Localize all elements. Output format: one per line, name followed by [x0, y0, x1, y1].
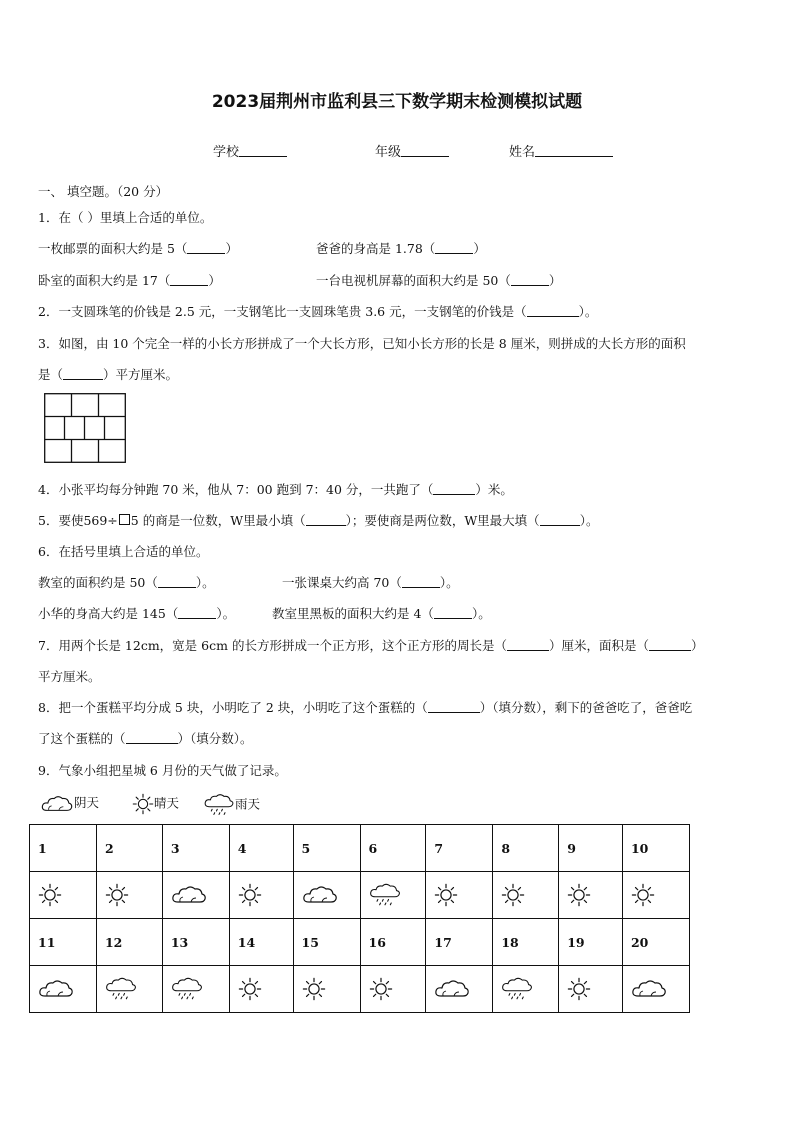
legend-cloudy: 阴天 — [40, 793, 99, 814]
q3-line2: 是（ ）平方厘米。 — [38, 367, 179, 382]
weather-cell — [30, 966, 97, 1013]
school-blank[interactable] — [239, 144, 287, 157]
sunny-icon — [631, 883, 655, 907]
cloudy-icon — [302, 884, 338, 906]
cloudy-icon — [171, 884, 207, 906]
day-number-cell: 19 — [559, 919, 623, 966]
day-number-row — [30, 919, 690, 966]
day-number-cell: 8 — [493, 825, 559, 872]
weather-cell — [360, 966, 426, 1013]
weather-cell — [559, 872, 623, 919]
sunny-icon — [105, 883, 129, 907]
name-blank[interactable] — [535, 144, 613, 157]
weather-cell — [30, 872, 97, 919]
q1-a-blank[interactable] — [187, 241, 225, 254]
q6-stem: 6．在括号里填上合适的单位。 — [38, 544, 209, 559]
q6-b: 一张课桌大约高 70（ ）。 — [282, 575, 459, 590]
weather-cell — [360, 872, 426, 919]
weather-cell — [622, 872, 689, 919]
day-number-cell: 20 — [622, 919, 689, 966]
q1-d-blank[interactable] — [511, 273, 549, 286]
q1-c-blank[interactable] — [170, 273, 208, 286]
legend-sunny: 晴天 — [132, 793, 179, 815]
day-number-cell: 1 — [30, 825, 97, 872]
sunny-icon — [567, 977, 591, 1001]
day-number-row — [30, 825, 690, 872]
weather-cell — [493, 966, 559, 1013]
q3-blank[interactable] — [63, 367, 103, 380]
q6-b-blank[interactable] — [402, 575, 440, 588]
sunny-icon — [567, 883, 591, 907]
day-number-cell: 15 — [293, 919, 360, 966]
q3-line1: 3．如图，由 10 个完全一样的小长方形拼成了一个大长方形，已知小长方形的长是 8 厘米，则拼成的大长方形的面积 — [38, 336, 686, 351]
weather-cell — [293, 966, 360, 1013]
day-number-cell: 18 — [493, 919, 559, 966]
day-number-cell: 17 — [426, 919, 493, 966]
day-number-cell: 2 — [96, 825, 162, 872]
q4-blank[interactable] — [433, 482, 475, 495]
name-label: 姓名 — [509, 145, 536, 160]
day-number-cell: 7 — [426, 825, 493, 872]
q1-stem: 1．在（ ）里填上合适的单位。 — [38, 210, 213, 225]
weather-cell — [162, 872, 229, 919]
sunny-icon — [501, 883, 525, 907]
grade-blank[interactable] — [401, 144, 449, 157]
day-number-cell: 3 — [162, 825, 229, 872]
rainy-icon — [369, 882, 401, 908]
q1-b: 爸爸的身高是 1.78（ ） — [316, 241, 486, 256]
q2: 2．一支圆珠笔的价钱是 2.5 元，一支钢笔比一支圆珠笔贵 3.6 元，一支钢笔的价钱是（ ）。 — [38, 304, 598, 319]
grade-label: 年级 — [375, 145, 402, 160]
grade-field — [375, 141, 449, 160]
q6-a-blank[interactable] — [158, 575, 196, 588]
q1-c: 卧室的面积大约是 17（ ） — [38, 273, 221, 288]
q8-blank-2[interactable] — [126, 731, 178, 744]
q8-line1: 8．把一个蛋糕平均分成 5 块，小明吃了 2 块，小明吃了这个蛋糕的（ ）（填分数），剩下的爸爸吃了，爸爸吃 — [38, 700, 693, 715]
q9-stem: 9．气象小组把星城 6 月份的天气做了记录。 — [38, 763, 287, 778]
q5-blank-2[interactable] — [540, 513, 580, 526]
sunny-icon — [238, 977, 262, 1001]
cloudy-icon — [434, 978, 470, 1000]
weather-cell — [293, 872, 360, 919]
q6-d: 教室里黑板的面积大约是 4（ ）。 — [272, 606, 491, 621]
q5: 5．要使569÷ 5 的商是一位数，W里最小填（ ）；要使商是两位数，W里最大填（ ）。 — [38, 513, 599, 528]
weather-cell — [229, 966, 293, 1013]
weather-icon-row — [30, 966, 690, 1013]
school-label: 学校 — [213, 145, 240, 160]
q7-line2: 平方厘米。 — [38, 669, 101, 684]
q6-c-blank[interactable] — [178, 606, 216, 619]
q7-blank-1[interactable] — [507, 638, 549, 651]
school-field — [213, 141, 287, 160]
day-number-cell: 9 — [559, 825, 623, 872]
sunny-icon — [238, 883, 262, 907]
day-number-cell: 11 — [30, 919, 97, 966]
rainy-icon — [501, 976, 533, 1002]
weather-cell — [426, 872, 493, 919]
sunny-icon — [434, 883, 458, 907]
weather-cell — [559, 966, 623, 1013]
empty-square-box — [119, 514, 130, 525]
day-number-cell: 14 — [229, 919, 293, 966]
q6-d-blank[interactable] — [434, 606, 472, 619]
day-number-cell: 4 — [229, 825, 293, 872]
q8-line2: 了这个蛋糕的（ ）（填分数）。 — [38, 731, 253, 746]
cloudy-icon — [631, 978, 667, 1000]
sunny-icon — [369, 977, 393, 1001]
page-title: 2023届荆州市监利县三下数学期末检测模拟试题 — [211, 92, 583, 112]
q1-d: 一台电视机屏幕的面积大约是 50（ ） — [316, 273, 562, 288]
q6-c: 小华的身高大约是 145（ ）。 — [38, 606, 236, 621]
rainy-icon — [171, 976, 203, 1002]
weather-icon-row — [30, 872, 690, 919]
q4: 4．小张平均每分钟跑 70 米，他从 7：00 跑到 7：40 分，一共跑了（ ）米。 — [38, 482, 513, 497]
weather-table — [29, 824, 690, 1013]
day-number-cell: 12 — [96, 919, 162, 966]
cloudy-icon — [38, 978, 74, 1000]
legend-rainy: 雨天 — [203, 793, 260, 817]
weather-cell — [96, 966, 162, 1013]
weather-cell — [162, 966, 229, 1013]
q7-blank-2[interactable] — [649, 638, 691, 651]
day-number-cell: 5 — [293, 825, 360, 872]
day-number-cell: 13 — [162, 919, 229, 966]
weather-cell — [96, 872, 162, 919]
sunny-icon — [132, 793, 154, 815]
q5-blank-1[interactable] — [306, 513, 346, 526]
rainy-icon — [203, 793, 235, 817]
q2-blank[interactable] — [527, 304, 579, 317]
q7-line1: 7．用两个长是 12cm，宽是 6cm 的长方形拼成一个正方形，这个正方形的周长是（ ）厘米，面积是（ ） — [38, 638, 704, 653]
weather-cell — [493, 872, 559, 919]
weather-cell — [426, 966, 493, 1013]
weather-cell — [229, 872, 293, 919]
sunny-icon — [38, 883, 62, 907]
rainy-icon — [105, 976, 137, 1002]
q8-blank-1[interactable] — [428, 700, 480, 713]
weather-cell — [622, 966, 689, 1013]
brick-rectangle-figure — [44, 393, 126, 463]
cloudy-icon — [40, 794, 74, 814]
sunny-icon — [302, 977, 326, 1001]
q1-a: 一枚邮票的面积大约是 5（ ） — [38, 241, 238, 256]
q6-a: 教室的面积约是 50（ ）。 — [38, 575, 215, 590]
day-number-cell: 6 — [360, 825, 426, 872]
day-number-cell: 10 — [622, 825, 689, 872]
section-heading: 一、 填空题。（20 分） — [38, 184, 169, 199]
day-number-cell: 16 — [360, 919, 426, 966]
q1-b-blank[interactable] — [435, 241, 473, 254]
name-field — [509, 141, 613, 160]
